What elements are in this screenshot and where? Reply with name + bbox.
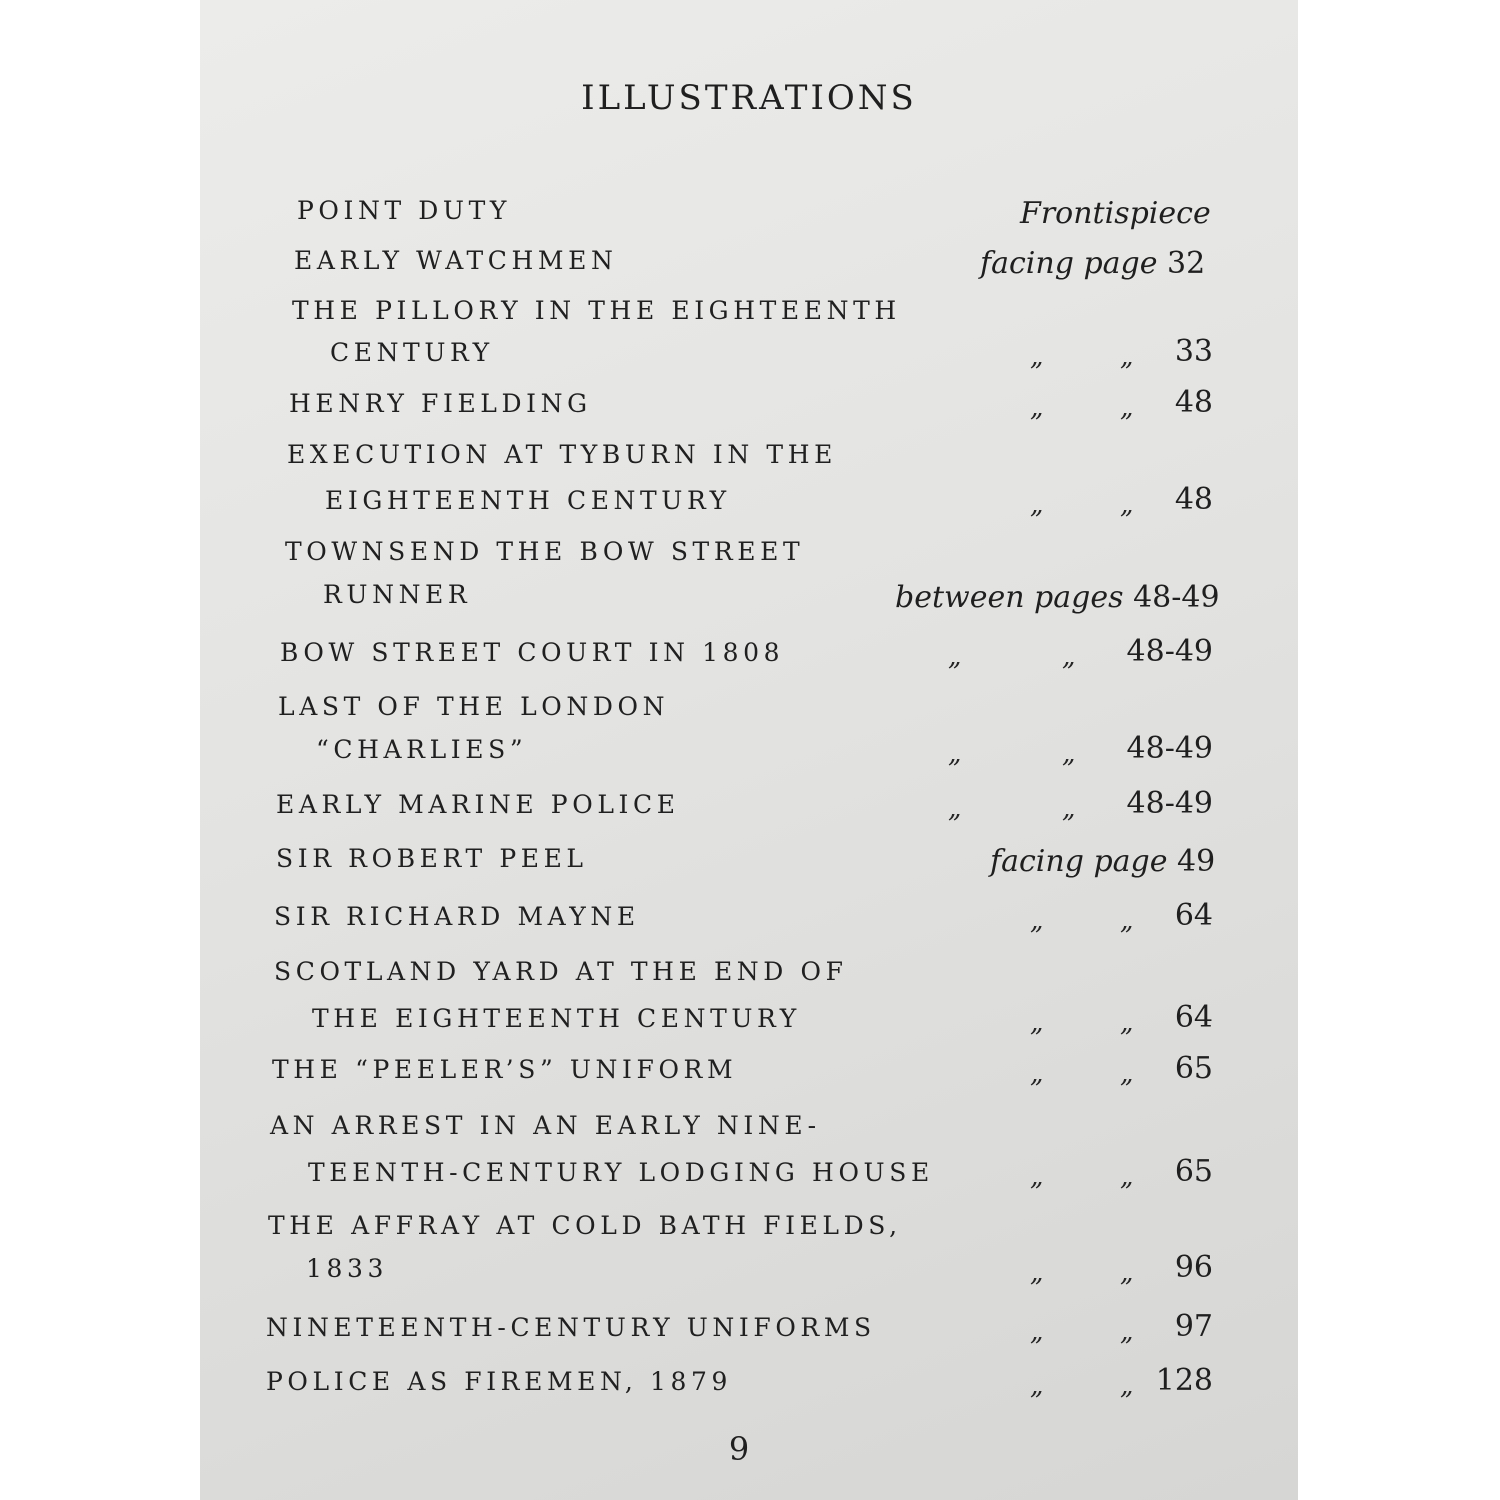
illustration-title-line: LAST OF THE LONDON xyxy=(278,692,670,721)
ditto-mark: „ xyxy=(1030,490,1044,520)
page-reference-number: 64 xyxy=(1174,898,1213,933)
illustration-title-line: CENTURY xyxy=(330,338,494,367)
page-reference-number: 32 xyxy=(1167,246,1206,281)
illustration-title-line: SCOTLAND YARD AT THE END OF xyxy=(274,957,848,986)
page-reference xyxy=(1020,196,1211,231)
page-reference-number: 96 xyxy=(1174,1250,1213,1285)
ditto-mark: „ xyxy=(1030,1059,1044,1089)
ditto-mark: „ xyxy=(1062,794,1076,824)
ditto-mark: „ xyxy=(948,739,962,769)
ditto-mark: „ xyxy=(1120,906,1134,936)
page-reference-number: 48-49 xyxy=(1126,786,1213,821)
page-reference-number: 49 xyxy=(1177,844,1216,879)
illustration-title-line: EXECUTION AT TYBURN IN THE xyxy=(287,440,837,469)
ditto-mark: „ xyxy=(1030,342,1044,372)
page-reference-number: 33 xyxy=(1174,334,1213,369)
page-reference-number: 64 xyxy=(1174,1000,1213,1035)
ditto-mark: „ xyxy=(1030,1258,1044,1288)
ditto-mark: „ xyxy=(1062,642,1076,672)
illustration-title-line: AN ARREST IN AN EARLY NINE- xyxy=(270,1111,821,1140)
ditto-mark: „ xyxy=(1120,1371,1134,1401)
ditto-mark: „ xyxy=(1120,342,1134,372)
illustration-title-line: POINT DUTY xyxy=(297,196,511,225)
ditto-mark: „ xyxy=(1030,1371,1044,1401)
page-reference-number: 48-49 xyxy=(1126,731,1213,766)
illustration-title-line: HENRY FIELDING xyxy=(289,389,592,418)
illustration-title-line: 1833 xyxy=(306,1254,389,1283)
ditto-mark: „ xyxy=(1120,490,1134,520)
page-heading: ILLUSTRATIONS xyxy=(581,78,917,118)
illustration-title-line: EIGHTEENTH CENTURY xyxy=(325,486,731,515)
illustration-title-line: SIR RICHARD MAYNE xyxy=(274,902,640,931)
page-reference-number: 128 xyxy=(1155,1363,1213,1398)
page-reference-number: 97 xyxy=(1174,1309,1213,1344)
page-number: 9 xyxy=(728,1430,750,1468)
illustration-title-line: EARLY MARINE POLICE xyxy=(276,790,680,819)
illustration-title-line: “CHARLIES” xyxy=(316,735,528,764)
ditto-mark: „ xyxy=(1120,1162,1134,1192)
page-reference xyxy=(980,246,1205,281)
ditto-mark: „ xyxy=(948,642,962,672)
ditto-mark: „ xyxy=(1030,906,1044,936)
illustration-title-line: SIR ROBERT PEEL xyxy=(276,844,588,873)
page-reference-number: 48 xyxy=(1174,385,1213,420)
ditto-mark: „ xyxy=(1120,1059,1134,1089)
ditto-mark: „ xyxy=(1120,393,1134,423)
ditto-mark: „ xyxy=(1030,393,1044,423)
illustration-title-line: BOW STREET COURT IN 1808 xyxy=(280,638,785,667)
ditto-mark: „ xyxy=(1120,1258,1134,1288)
ditto-mark: „ xyxy=(1062,739,1076,769)
page-reference-number: 48 xyxy=(1174,482,1213,517)
page-reference-label: facing page xyxy=(990,844,1168,879)
page-reference-number: 48-49 xyxy=(1126,634,1213,669)
page-reference-label: between pages xyxy=(895,580,1124,615)
illustration-title-line: THE AFFRAY AT COLD BATH FIELDS, xyxy=(268,1211,902,1240)
page-reference xyxy=(895,580,1220,615)
ditto-mark: „ xyxy=(1030,1317,1044,1347)
ditto-mark: „ xyxy=(948,794,962,824)
book-page xyxy=(200,0,1298,1500)
illustration-title-line: NINETEENTH-CENTURY UNIFORMS xyxy=(266,1313,876,1342)
illustration-title-line: THE EIGHTEENTH CENTURY xyxy=(312,1004,801,1033)
illustration-title-line: TOWNSEND THE BOW STREET xyxy=(285,537,805,566)
page-reference-number: 65 xyxy=(1174,1051,1213,1086)
page-reference-label: Frontispiece xyxy=(1020,196,1211,231)
illustration-title-line: THE “PEELER’S” UNIFORM xyxy=(272,1055,738,1084)
illustration-title-line: THE PILLORY IN THE EIGHTEENTH xyxy=(292,296,901,325)
page-reference-number: 48-49 xyxy=(1133,580,1220,615)
illustration-title-line: POLICE AS FIREMEN, 1879 xyxy=(266,1367,732,1396)
ditto-mark: „ xyxy=(1030,1162,1044,1192)
page-reference-label: facing page xyxy=(980,246,1158,281)
page-reference xyxy=(990,844,1215,879)
illustration-title-line: EARLY WATCHMEN xyxy=(294,246,618,275)
page-reference-number: 65 xyxy=(1174,1154,1213,1189)
ditto-mark: „ xyxy=(1120,1008,1134,1038)
ditto-mark: „ xyxy=(1030,1008,1044,1038)
illustration-title-line: RUNNER xyxy=(323,580,472,609)
ditto-mark: „ xyxy=(1120,1317,1134,1347)
illustration-title-line: TEENTH-CENTURY LODGING HOUSE xyxy=(308,1158,934,1187)
